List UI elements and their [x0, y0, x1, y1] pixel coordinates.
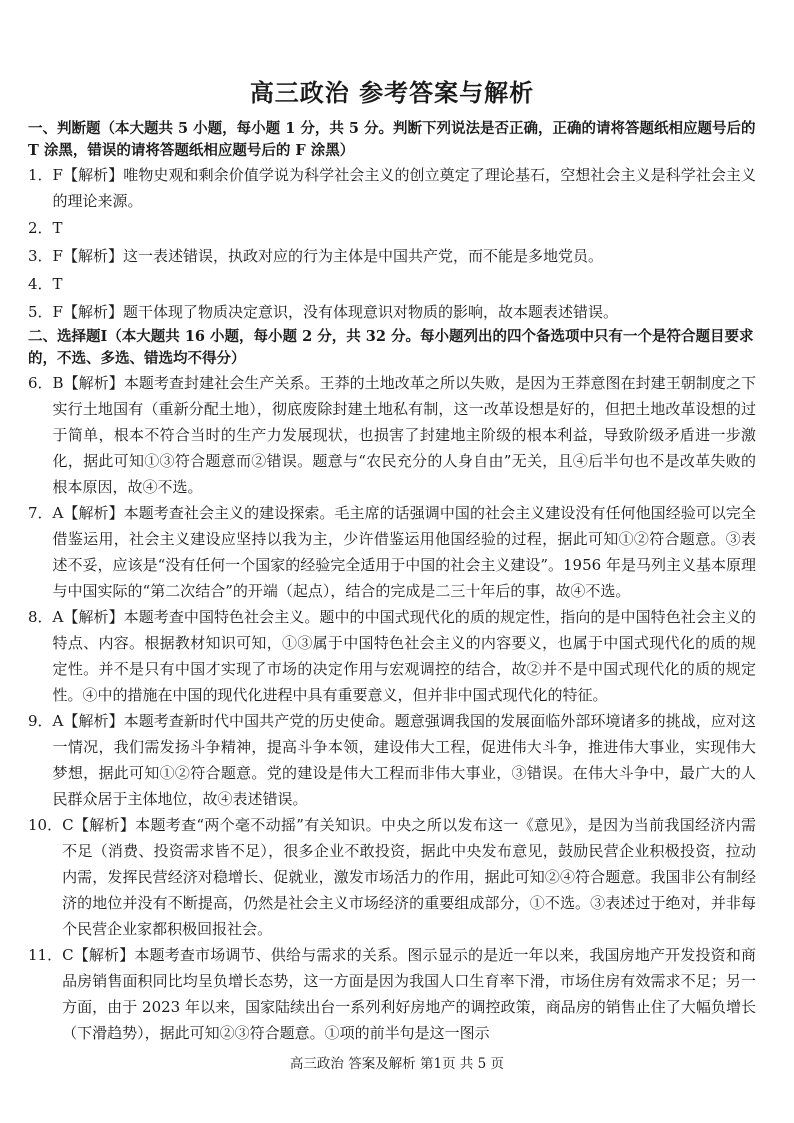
item-number: 2． [28, 219, 53, 237]
item-number: 1． [28, 166, 53, 184]
answer-item-2 [28, 214, 756, 242]
item-number: 3． [28, 247, 53, 265]
item-text: A【解析】本题考查中国特色社会主义。题中的中国式现代化的质的规定性，指向的是中国特色社会主义的特点、内容。根据教材知识可知，①③属于中国特色社会主义的内容要义，也属于中国式现代化的质的规定性。并不是只有中国才实现了市场的决定作用与宏观调控的结合，故②并不是中国式现代化的质的规定性。④中的措施在中国的现代化进程中具有重要意义，但并非中国式现代化的特征。 [52, 608, 756, 704]
item-text: F【解析】这一表述错误，执政对应的行为主体是中国共产党，而不能是多地党员。 [52, 247, 603, 265]
answer-item-1 [28, 162, 756, 214]
answer-item-6 [28, 370, 756, 500]
answer-item-3 [28, 242, 756, 270]
item-text: B【解析】本题考查封建社会生产关系。王莽的土地改革之所以失败，是因为王莽意图在封建王朝制度之下实行土地国有（重新分配土地），彻底废除封建土地私有制，这一改革设想是好的，但把土地改革设想的过于简单，根本不符合当时的生产力发展现状，也损害了封建地主阶级的根本利益，导致阶级矛盾进一步激化，据此可知①③符合题意而②错误。题意与“农民充分的人身自由”无关，且④后半句也不是改革失败的根本原因，故④不选。 [52, 374, 756, 496]
section-heading-judgment: 一、判断题（本大题共 5 小题，每小题 1 分，共 5 分。判断下列说法是否正确，正确的请将答题纸相应题号后的 T 涂黑，错误的请将答题纸相应题号后的 F 涂黑） [28, 120, 756, 159]
page-title: 高三政治 参考答案与解析 [249, 78, 535, 107]
item-text: F【解析】题干体现了物质决定意识，没有体现意识对物质的影响，故本题表述错误。 [52, 303, 618, 321]
item-number: 6． [28, 374, 53, 392]
item-number: 4． [28, 275, 53, 293]
answer-item-5 [28, 298, 756, 326]
item-text: A【解析】本题考查新时代中国共产党的历史使命。题意强调我国的发展面临外部环境诸多的挑战，应对这一情况，我们需发扬斗争精神，提高斗争本领，建设伟大工程，促进伟大斗争，推进伟大事业，实现伟大梦想，据此可知①②符合题意。党的建设是伟大工程而非伟大事业，③错误。在伟大斗争中，最广大的人民群众居于主体地位，故④表述错误。 [52, 712, 756, 808]
item-number: 7． [28, 504, 53, 522]
item-number: 9． [28, 712, 53, 730]
page-footer: 高三政治 答案及解析 第1页 共 5 页 [289, 1056, 505, 1072]
answer-item-8 [28, 604, 756, 708]
answer-item-7 [28, 500, 756, 604]
answer-item-9 [28, 708, 756, 812]
item-text: T [52, 275, 63, 293]
item-number: 10． [28, 816, 63, 834]
item-number: 8． [28, 608, 53, 626]
answer-item-4 [28, 270, 756, 298]
item-number: 5． [28, 303, 53, 321]
answer-item-11 [28, 942, 756, 1046]
item-text: T [52, 219, 63, 237]
item-text: F【解析】唯物史观和剩余价值学说为科学社会主义的创立奠定了理论基石，空想社会主义是科学社会主义的理论来源。 [52, 166, 756, 210]
section-heading-choice: 二、选择题Ⅰ（本大题共 16 小题，每小题 2 分，共 32 分。每小题列出的四个备选项中只有一个是符合题目要求的，不选、多选、错选均不得分） [28, 328, 754, 367]
item-text: A【解析】本题考查社会主义的建设探索。毛主席的话强调中国的社会主义建设没有任何他国经验可以完全借鉴运用，社会主义建设应坚持以我为主，少许借鉴运用他国经验的过程，据此可知①②符合题意。③表述不妥，应该是“没有任何一个国家的经验完全适用于中国的社会主义建设”。1956 年是马列主义基本原理与中国实际的“第二次结合”的开端（起点），结合的完成是二三十年后的事，故④不选。 [52, 504, 756, 600]
answer-item-10 [28, 812, 756, 942]
item-text: C【解析】本题考查市场调节、供给与需求的关系。图示显示的是近一年以来，我国房地产开发投资和商品房销售面积同比均呈负增长态势，这一方面是因为我国人口生育率下滑，市场住房有效需求不足；另一方面，由于 2023 年以来，国家陆续出台一系列利好房地产的调控政策，商品房的销售止住了大幅负增长（下滑趋势），据此可知②③符合题意。①项的前半句是这一图示 [62, 946, 756, 1042]
item-text: C【解析】本题考查“两个毫不动摇”有关知识。中央之所以发布这一《意见》，是因为当前我国经济内需不足（消费、投资需求皆不足），很多企业不敢投资，据此中央发布意见，鼓励民营企业积极投资，拉动内需，发挥民营经济对稳增长、促就业，激发市场活力的作用，据此可知②④符合题意。我国非公有制经济的地位并没有不断提高，仍然是社会主义市场经济的重要组成部分，①不选。③表述过于绝对，并非每个民营企业家都积极回报社会。 [62, 816, 756, 938]
item-number: 11． [28, 946, 63, 964]
